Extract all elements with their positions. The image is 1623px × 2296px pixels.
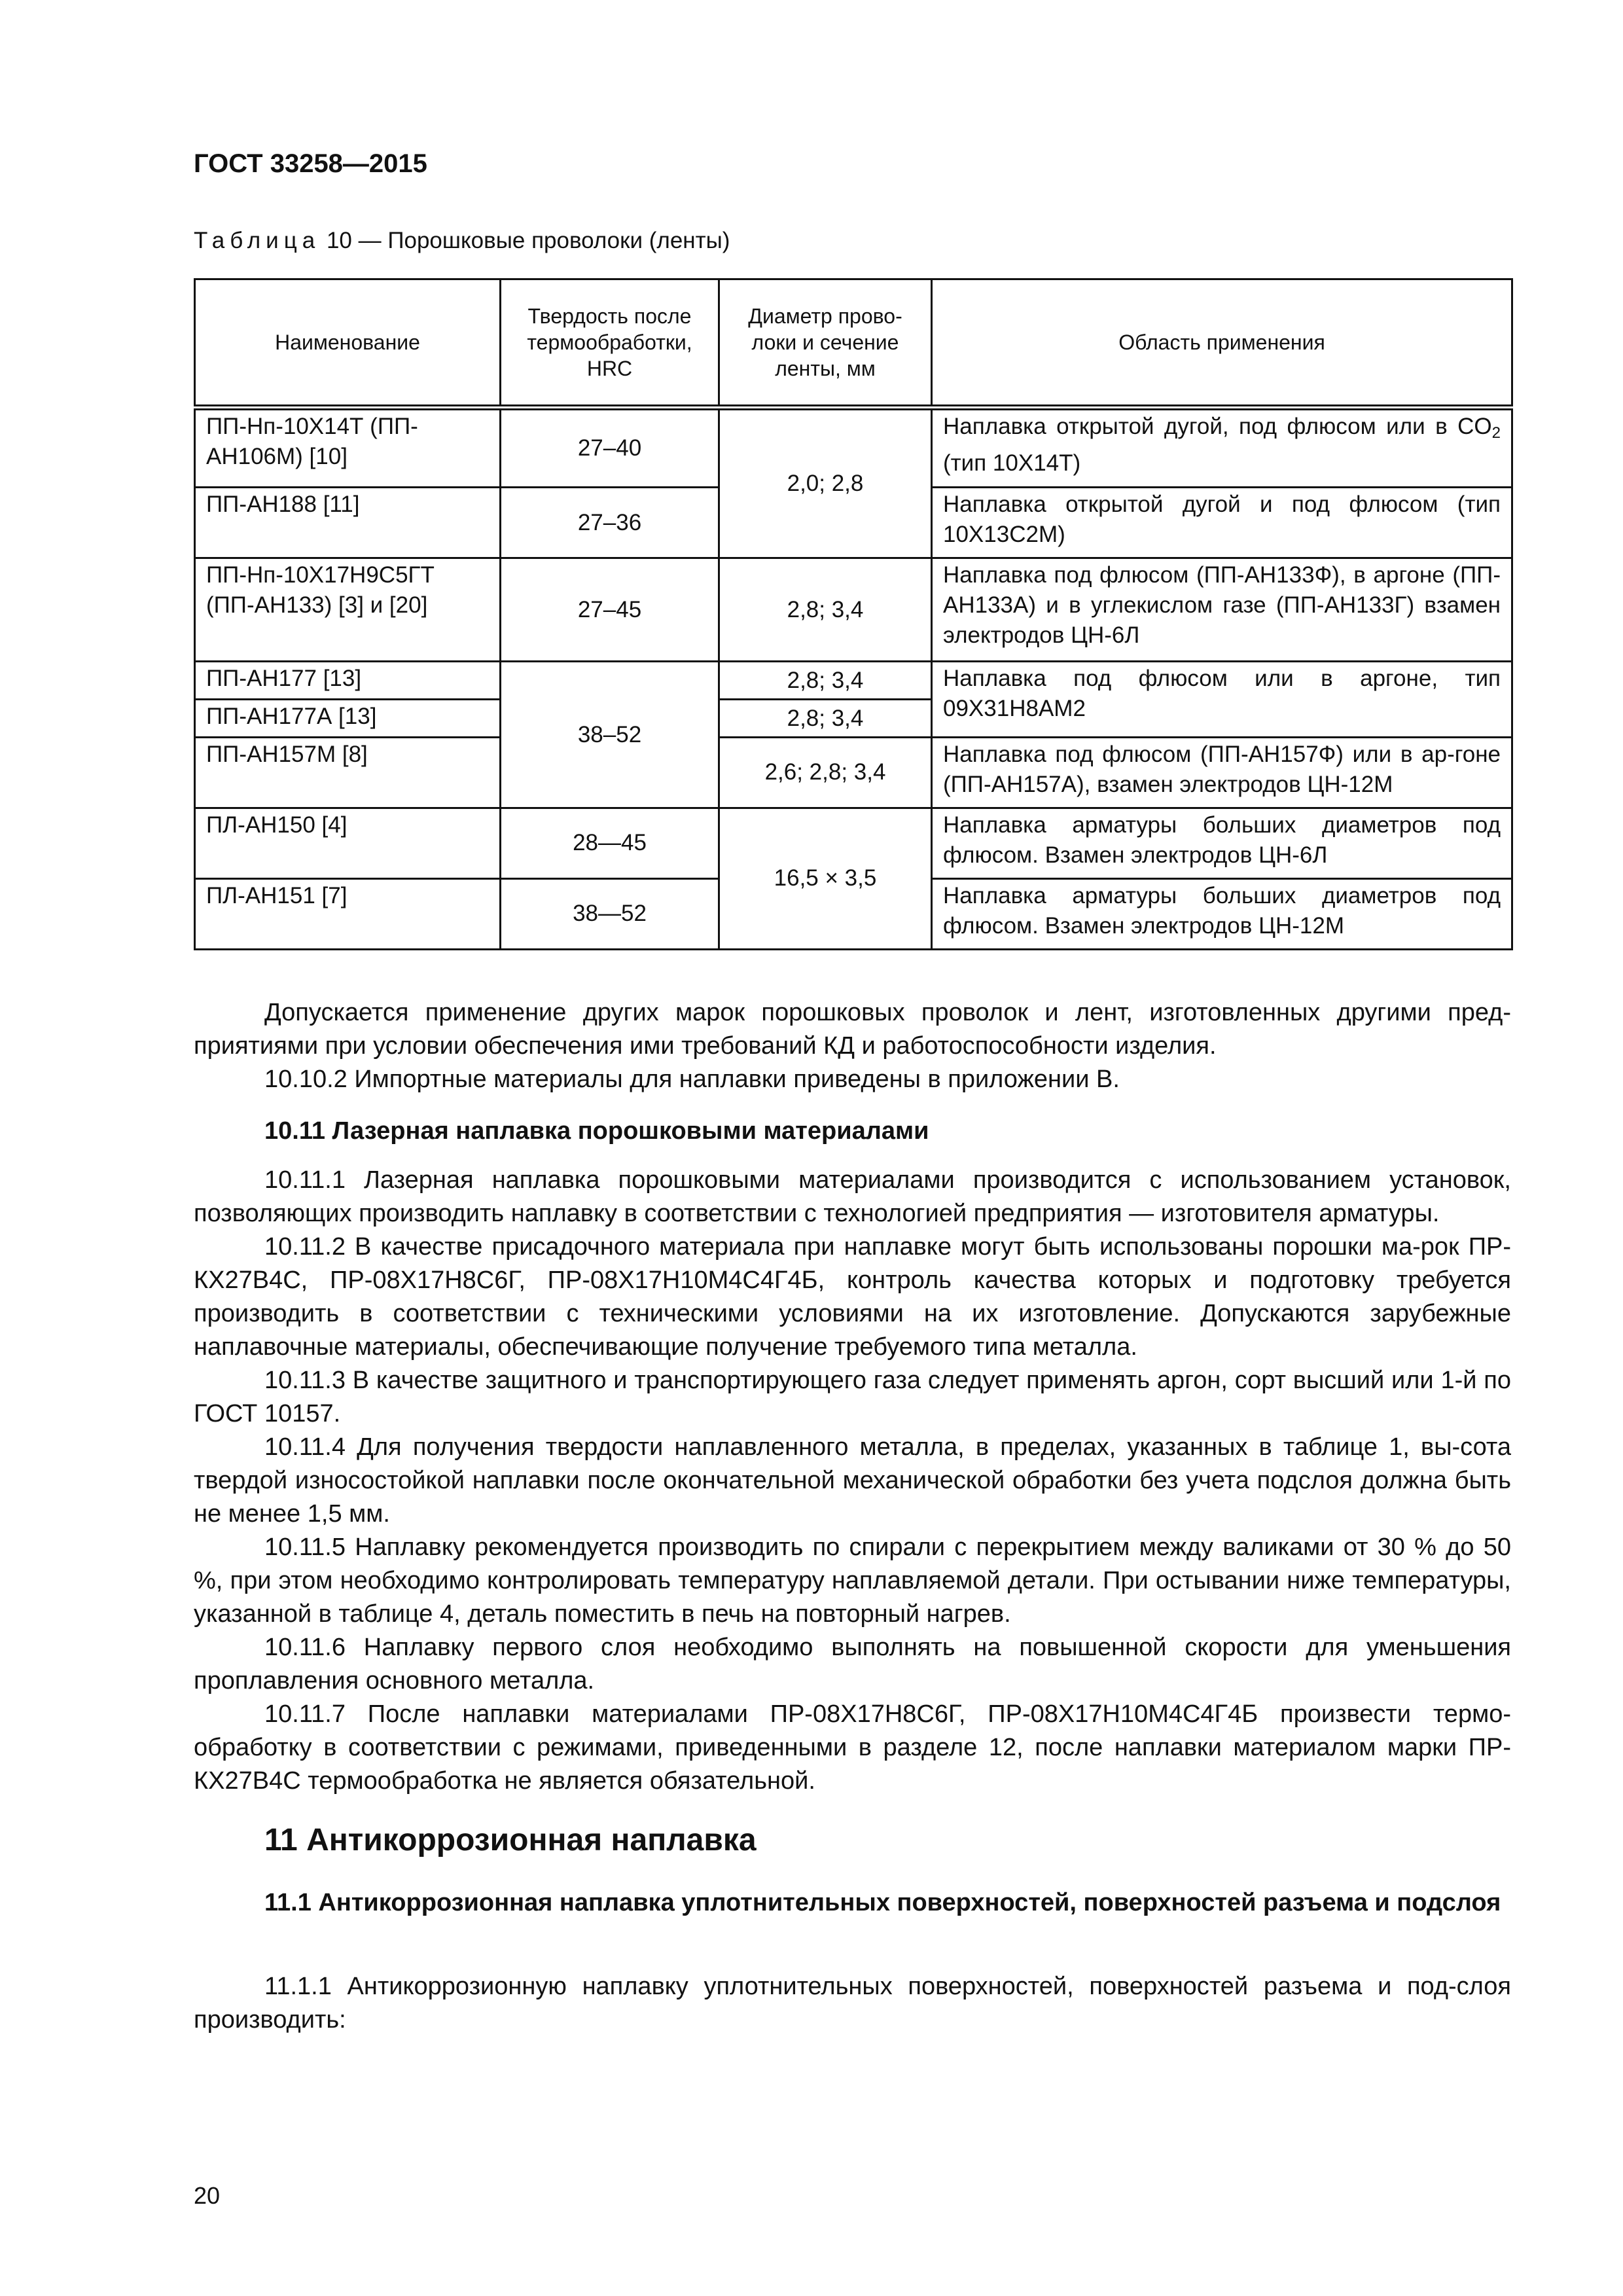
section-11-1-heading: 11.1 Антикоррозионная наплавка уплотнительных поверхностей, поверхностей разъема и подслоя [264,1889,1501,1916]
cell-hardness: 27–45 [501,558,719,662]
document-header: ГОСТ 33258—2015 [194,149,427,178]
cell-name: ПП-АН177А [13] [195,700,501,738]
cell-name: ПЛ-АН150 [4] [195,808,501,878]
cell-diameter: 2,8; 3,4 [719,558,932,662]
cell-hardness: 28—45 [501,808,719,878]
section-11-heading: 11 Антикоррозионная наплавка [264,1823,757,1857]
paragraph: Допускается применение других марок порошковых проволок и лент, изготовленных другими пред-приятиями при условии обеспечения ими требований КД и работоспособности изделия. [194,999,1511,1060]
cell-name: ПП-АН188 [11] [195,488,501,558]
paragraph: 10.11.2 В качестве присадочного материала при наплавке могут быть использованы порошки ма-рок ПР-КХ27В4С, ПР-08Х17Н8С6Г, ПР-08Х17Н10М4С4Г4Б, контроль качества которых и подготовку требуется производить в соответствии с техническими условиями на их изготовление. Допускаются зарубежные наплавочные материалы, обеспечивающие получение требуемого типа металла. [194,1233,1511,1361]
table-row [195,808,1512,878]
paragraph: 10.11.5 Наплавку рекомендуется производить по спирали с перекрытием между валиками от 30 % до 50 %, при этом необходимо контролировать температуру наплавляемой детали. При остывании ниже температуры, указанной в таблице 4, деталь поместить в печь на повторный нагрев. [194,1534,1511,1628]
cell-area: Наплавка арматуры больших диаметров под флюсом. Взамен электродов ЦН-12М [932,878,1512,949]
cell-name: ПП-АН177 [13] [195,662,501,700]
table-row [195,558,1512,662]
paragraph: 10.11.6 Наплавку первого слоя необходимо выполнять на повышенной скорости для уменьшения проплавления основного металла. [194,1634,1511,1695]
text-block-a [194,996,1511,1096]
cell-area [932,408,1512,488]
cell-diameter: 2,8; 3,4 [719,662,932,700]
table-header-row [195,279,1512,408]
table-caption [194,228,730,254]
cell-hardness: 27–40 [501,408,719,488]
text-block-c [194,1970,1511,2037]
paragraph: 10.11.7 После наплавки материалами ПР-08Х17Н8С6Г, ПР-08Х17Н10М4С4Г4Б произвести термо-обработку в соответствии с режимами, приведенными в разделе 12, после наплавки материалом марки ПР-КХ27В4С термообработка не является обязательной. [194,1700,1511,1795]
cell-hardness: 27–36 [501,488,719,558]
cell-area: Наплавка под флюсом или в аргоне, тип 09Х31Н8АМ2 [932,662,1512,738]
page-number: 20 [194,2182,221,2209]
header-name: Наименование [195,279,501,408]
paragraph: 11.1.1 Антикоррозионную наплавку уплотнительных поверхностей, поверхностей разъема и под-слоя производить: [194,1973,1511,2034]
section-10-11-heading: 10.11 Лазерная наплавка порошковыми материалами [264,1117,929,1145]
cell-area-subscript: 2 [1491,424,1501,442]
text-block-b [194,1164,1511,1798]
cell-diameter: 2,0; 2,8 [719,408,932,558]
table-row [195,737,1512,808]
cell-name: ПП-Нп-10Х17Н9С5ГТ (ПП-АН133) [3] и [20] [195,558,501,662]
cell-hardness: 38—52 [501,878,719,949]
cell-diameter: 16,5 × 3,5 [719,808,932,949]
cell-area: Наплавка открытой дугой и под флюсом (тип 10Х13С2М) [932,488,1512,558]
cell-area: Наплавка под флюсом (ПП-АН157Ф) или в ар-гоне (ПП-АН157А), взамен электродов ЦН-12М [932,737,1512,808]
table-caption-prefix: Таблица [194,228,321,253]
paragraph: 10.11.4 Для получения твердости наплавленного металла, в пределах, указанных в таблице 1, вы-сота твердой износостойкой наплавки после окончательной механической обработки без учета подслоя должна быть не менее 1,5 мм. [194,1433,1511,1528]
table-caption-text: 10 — Порошковые проволоки (ленты) [326,228,730,253]
cell-name: ПП-Нп-10Х14Т (ПП-АН106М) [10] [195,408,501,488]
paragraph: 10.10.2 Импортные материалы для наплавки приведены в приложении В. [264,1066,1120,1093]
cell-name: ПЛ-АН151 [7] [195,878,501,949]
cell-area: Наплавка арматуры больших диаметров под флюсом. Взамен электродов ЦН-6Л [932,808,1512,878]
header-area: Область применения [932,279,1512,408]
cell-area-text-end: (тип 10Х14Т) [943,450,1081,476]
paragraph: 10.11.1 Лазерная наплавка порошковыми материалами производится с использованием установок, позволяющих производить наплавку в соответствии с технологией предприятия — изготовителя арматуры. [194,1166,1511,1227]
cell-diameter: 2,6; 2,8; 3,4 [719,737,932,808]
paragraph: 10.11.3 В качестве защитного и транспортирующего газа следует применять аргон, сорт высший или 1-й по ГОСТ 10157. [194,1367,1511,1427]
powder-wire-table [194,278,1513,950]
header-diameter: Диаметр прово-локи и сечение ленты, мм [719,279,932,408]
cell-area-text: Наплавка открытой дугой, под флюсом или в CO [943,414,1492,439]
cell-area: Наплавка под флюсом (ПП-АН133Ф), в аргоне (ПП-АН133А) и в углекислом газе (ПП-АН133Г) взамен электродов ЦН-6Л [932,558,1512,662]
table-row [195,408,1512,488]
header-hardness: Твердость после термообработки, HRC [501,279,719,408]
table-row [195,662,1512,700]
cell-diameter: 2,8; 3,4 [719,700,932,738]
cell-name: ПП-АН157М [8] [195,737,501,808]
cell-hardness: 38–52 [501,662,719,808]
